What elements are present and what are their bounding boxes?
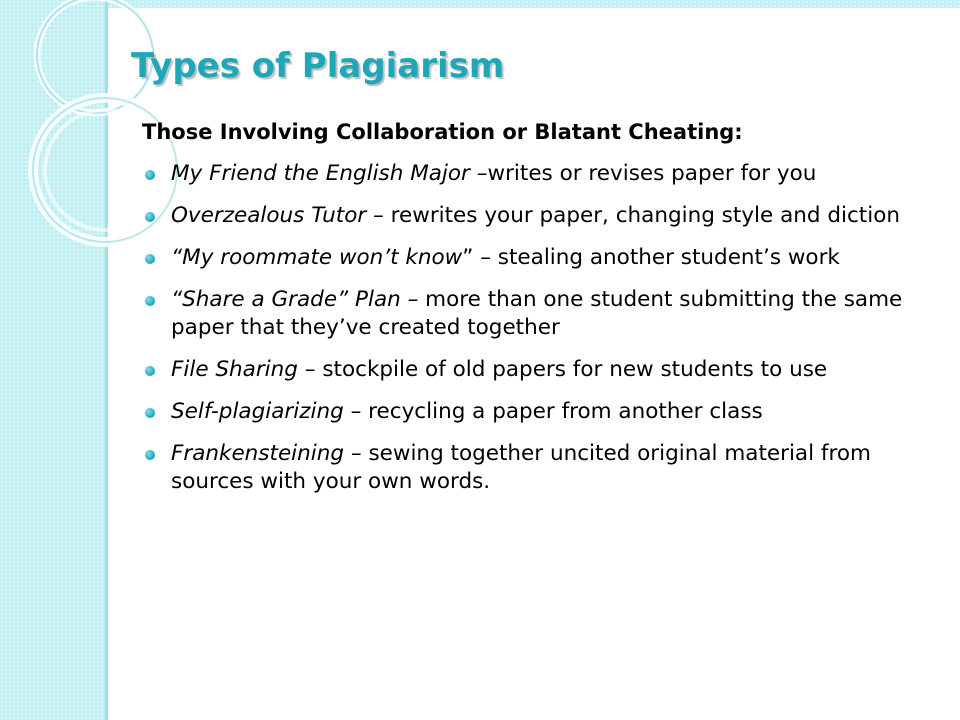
list-item bbox=[145, 440, 935, 496]
list-item bbox=[145, 398, 935, 426]
list-item bbox=[145, 160, 935, 188]
decorative-top-strip bbox=[105, 0, 960, 8]
item-term: My Friend the English Major bbox=[171, 161, 470, 186]
bullet-icon bbox=[145, 450, 155, 460]
item-description: –writes or revises paper for you bbox=[469, 161, 817, 186]
bullet-icon bbox=[145, 366, 155, 376]
item-description: – more than one student submitting the same paper that they’ve created together bbox=[171, 287, 903, 340]
slide-title: Types of Plagiarism bbox=[131, 46, 505, 86]
item-term: File Sharing bbox=[171, 357, 298, 382]
item-term: “My roommate won’t know bbox=[171, 245, 463, 270]
item-term: Frankensteining bbox=[171, 441, 345, 466]
bullet-icon bbox=[145, 212, 155, 222]
bullet-icon bbox=[145, 296, 155, 306]
plagiarism-type-list bbox=[145, 160, 935, 510]
list-item bbox=[145, 286, 935, 342]
item-description: – sewing together uncited original material from sources with your own words. bbox=[171, 441, 871, 494]
list-item bbox=[145, 202, 935, 230]
item-description: – recycling a paper from another class bbox=[343, 399, 763, 424]
item-description: – stockpile of old papers for new students to use bbox=[297, 357, 828, 382]
item-term: “Share a Grade” Plan bbox=[171, 287, 401, 312]
item-description: ” – stealing another student’s work bbox=[462, 245, 840, 270]
item-term: Self-plagiarizing bbox=[171, 399, 344, 424]
list-item bbox=[145, 356, 935, 384]
bullet-icon bbox=[145, 254, 155, 264]
item-description: – rewrites your paper, changing style and diction bbox=[366, 203, 900, 228]
bullet-icon bbox=[145, 408, 155, 418]
bullet-icon bbox=[145, 170, 155, 180]
list-item bbox=[145, 244, 935, 272]
slide-subtitle: Those Involving Collaboration or Blatant Cheating: bbox=[142, 120, 743, 144]
item-term: Overzealous Tutor bbox=[171, 203, 367, 228]
